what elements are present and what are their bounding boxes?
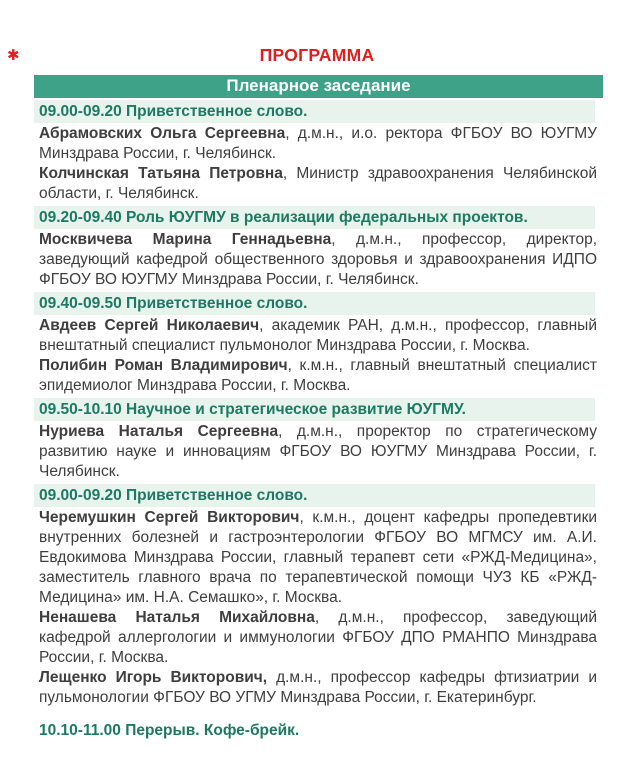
program-section (34, 100, 603, 204)
time-slot-header: 09.20-09.40 Роль ЮУГМУ в реализации федеральных проектов. (34, 206, 595, 229)
corner-asterisk-icon: ✱ (7, 47, 20, 64)
time-slot-header: 09.50-10.10 Научное и стратегическое развитие ЮУГМУ. (34, 398, 595, 421)
speaker-entry (34, 124, 603, 164)
speaker-details: , к.м.н., главный внештатный специалист эпидемиолог Минздрава России, г. Москва. (39, 357, 598, 394)
speaker-entry (34, 508, 603, 608)
speaker-details: , д.м.н., и.о. ректора ФГБОУ ВО ЮУГМУ Минздрава России, г. Челябинск. (39, 125, 597, 162)
speaker-name: Колчинская Татьяна Петровна (39, 165, 283, 182)
time-slot-header: 09.00-09.20 Приветственное слово. (34, 484, 595, 507)
speaker-details: , д.м.н., проректор по стратегическому развитию науке и инновациям ФГБОУ ВО ЮУГМУ Минздрава России, г. Челябинск. (39, 423, 597, 480)
speaker-entry (34, 316, 603, 356)
speaker-name: Москвичева Марина Геннадьевна (39, 231, 332, 248)
speaker-entry (34, 356, 603, 396)
program-section (34, 398, 603, 482)
program-page (0, 45, 634, 742)
time-slot-header: 09.00-09.20 Приветственное слово. (34, 100, 595, 123)
session-banner (34, 75, 603, 98)
program-section (34, 719, 603, 742)
speaker-details: д.м.н., профессор кафедры фтизиатрии и пульмонологии ФГБОУ ВО УГМУ Минздрава России, г. Екатеринбург. (39, 669, 597, 706)
program-section (34, 484, 603, 708)
speaker-entry (34, 230, 603, 290)
speaker-details: , к.м.н., доцент кафедры пропедевтики внутренних болезней и гастроэнтерологии ФГБОУ ВО МГМСУ им. А.И. Евдокимова Минздрава России, главный терапевт сети «РЖД-Медицина», заместитель главного врача по терапевтической помощи ЧУЗ КБ «РЖД-Медицина» им. Н.А. Семашко», г. Москва. (39, 509, 598, 606)
program-section (34, 206, 603, 290)
speaker-name: Ненашева Наталья Михайловна (39, 609, 315, 626)
page-title: ПРОГРАММА (259, 45, 375, 65)
break-header: 10.10-11.00 Перерыв. Кофе-брейк. (39, 722, 300, 739)
program-sections (34, 100, 603, 742)
session-banner-label: Пленарное заседание (226, 76, 411, 95)
speaker-name: Лещенко Игорь Викторович, (39, 669, 268, 686)
speaker-entry (34, 668, 603, 708)
speaker-details: , Министр здравоохранения Челябинской области, г. Челябинск. (39, 165, 597, 202)
speaker-name: Полибин Роман Владимирович (39, 357, 288, 374)
speaker-entry (34, 164, 603, 204)
speaker-name: Нуриева Наталья Сергеевна (39, 423, 279, 440)
speaker-entry (34, 608, 603, 668)
speaker-details: , д.м.н., профессор, заведующий кафедрой аллергологии и иммунологии ФГБОУ ДПО РМАНПО Минздрава России, г. Москва. (39, 609, 597, 666)
program-section (34, 292, 603, 396)
speaker-name: Авдеев Сергей Николаевич (39, 317, 260, 334)
speaker-details: , д.м.н., профессор, директор, заведующий кафедрой общественного здоровья и здравоохранения ИДПО ФГБОУ ВО ЮУГМУ Минздрава России, г. Челябинск. (39, 231, 598, 288)
speaker-entry (34, 422, 603, 482)
time-slot-header: 09.40-09.50 Приветственное слово. (34, 292, 595, 315)
speaker-name: Черемушкин Сергей Викторович (39, 509, 300, 526)
speaker-details: , академик РАН, д.м.н., профессор, главный внештатный специалист пульмонолог Минздрава России, г. Москва. (39, 317, 597, 354)
speaker-name: Абрамовских Ольга Сергеевна (39, 125, 286, 142)
